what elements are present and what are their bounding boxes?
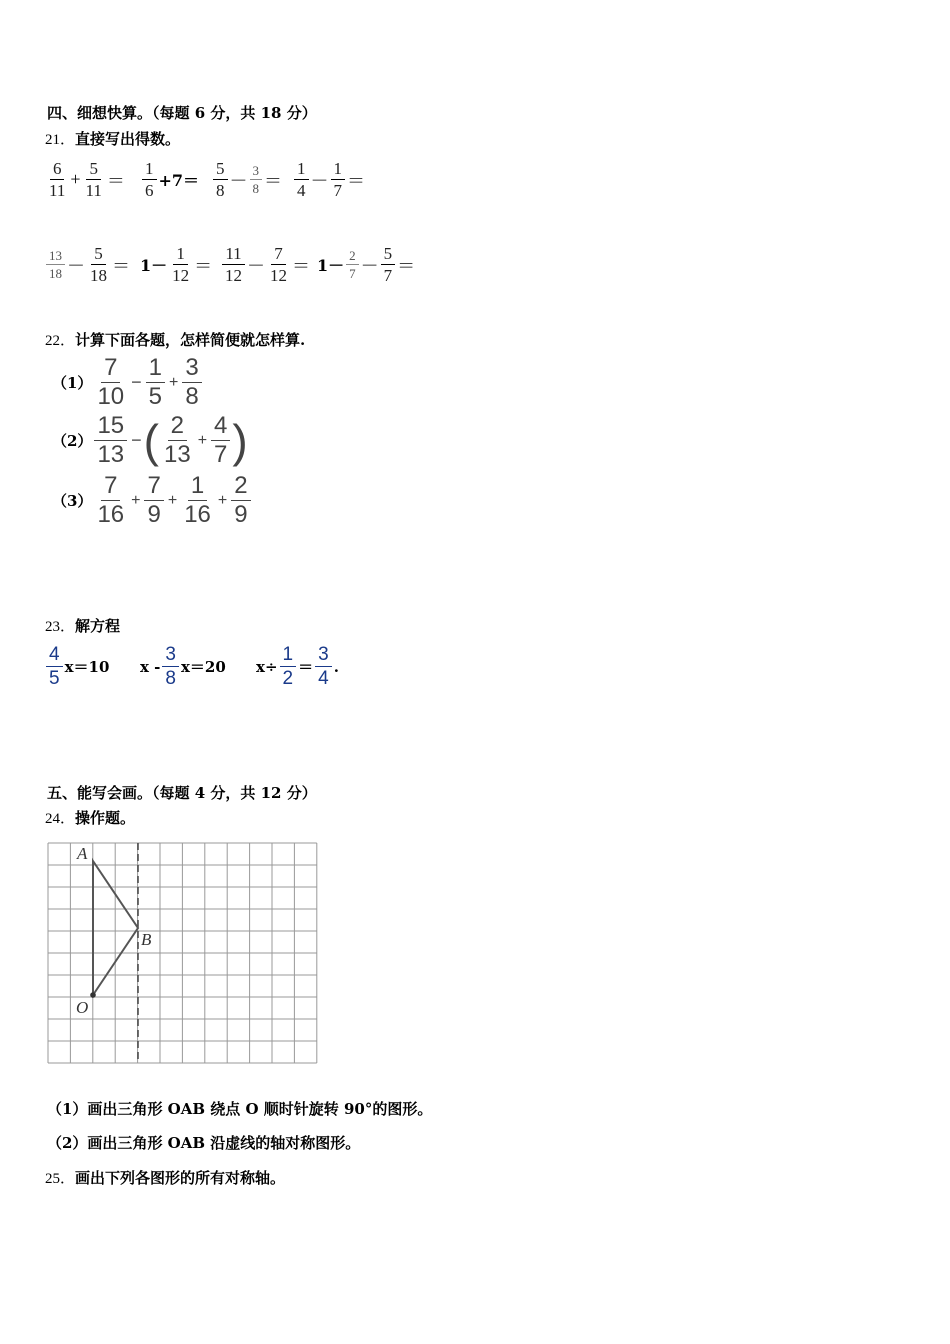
fraction: $\frac{5}{8}$ [213,160,228,199]
plus-sign: + [169,373,179,391]
q21-expr-2 [140,160,199,199]
equals-sign: ＝ [106,170,125,191]
minus-sign: － [310,170,329,191]
q22-item-1 [52,356,204,409]
fraction: $\frac{7}{12}$ [270,244,287,285]
fraction: $\frac{1}{2}$ [280,645,297,688]
fraction: $\frac{15}{13}$ [94,414,127,467]
equation-rest: x＝10 [64,658,110,676]
q21-expr-7 [220,245,310,284]
plus-sign: + [131,491,141,509]
equation-rest: x＝20 [180,658,226,676]
fraction: $\frac{1}{4}$ [294,160,309,199]
fraction: $\frac{4}{5}$ [46,645,63,688]
plus-sign: + [70,169,81,189]
fraction: $\frac{13}{18}$ [46,249,65,280]
plus-sign: + [217,491,228,509]
section5-heading: 五、能写会画。（每题 4 分，共 12 分） [47,784,317,802]
label-a: A [77,844,88,863]
fraction: $\frac{1}{6}$ [142,160,157,199]
fraction: $\frac{3}{8}$ [182,356,201,409]
q24-number: 24． [45,811,76,827]
q21-text: 直接写出得数。 [75,130,181,148]
point-o [90,992,96,998]
item-label: （3） [52,492,93,510]
fraction: $\frac{1}{7}$ [331,160,346,199]
plus-sign: + [197,431,208,449]
q22-title [45,329,305,350]
rotation-grid-figure [44,839,320,1067]
section4-heading: 四、细想快算。（每题 6 分，共 18 分） [47,104,317,122]
q21-expr-8 [317,245,415,284]
fraction: $\frac{7}{10}$ [97,354,125,410]
plus-sign: + [167,491,178,509]
fraction: $\frac{1}{5}$ [146,356,165,409]
q25-title [45,1167,285,1188]
equals-sign: ＝ [298,658,314,676]
q23-text: 解方程 [75,617,121,635]
label-b: B [141,930,152,949]
q24-sub-1: （1）画出三角形 OAB 绕点 O 顺时针旋转 90°的图形。 [47,1100,433,1118]
equals-sign: ＝ [397,255,416,276]
q22-text: 计算下面各题，怎样简便就怎样算. [75,331,306,349]
label-o: O [76,998,89,1017]
q22-item-3 [52,474,253,527]
minus-sign: － [360,255,379,276]
q23-equation-3 [256,645,339,688]
q25-number: 25． [45,1171,76,1187]
equation-prefix: x - [140,657,161,676]
q22-item-2 [52,414,248,467]
equals-sign: ＝ [112,255,130,276]
fraction: $\frac{1}{16}$ [184,472,211,528]
fraction: $\frac{2}{13}$ [163,412,191,468]
right-paren: ) [232,414,248,467]
q21-expr-5 [44,245,130,284]
q21-title [45,128,180,149]
fraction: $\frac{3}{4}$ [315,645,332,688]
grid-lines [48,843,317,1063]
fraction: $\frac{3}{8}$ [162,645,179,688]
equals-sign: ＝ [292,255,310,276]
fraction: $\frac{3}{8}$ [250,164,263,195]
one-minus: 1－ [317,256,345,275]
fraction: $\frac{7}{16}$ [97,472,125,528]
equals-sign: ＝ [194,255,213,276]
item-label: （2） [52,432,93,450]
plus-seven-equals: +7＝ [158,171,200,190]
fraction: $\frac{7}{9}$ [144,474,163,527]
fraction: $\frac{11}{12}$ [222,245,245,284]
minus-sign: － [247,255,265,276]
equals-sign: ＝ [264,170,282,191]
q24-sub-2: （2）画出三角形 OAB 沿虚线的轴对称图形。 [47,1134,361,1152]
q23-title [45,615,120,636]
fraction: $\frac{5}{18}$ [90,244,107,285]
fraction: $\frac{5}{7}$ [381,245,396,284]
minus-sign: − [131,372,142,392]
q23-equation-2 [140,645,226,688]
q24-text: 操作题。 [75,809,136,827]
q24-title [45,807,135,828]
fraction: $\frac{2}{9}$ [231,474,250,527]
minus-sign: － [229,170,248,191]
left-paren: ( [143,414,159,467]
period: . [333,657,339,676]
equation-prefix: x÷ [256,657,278,676]
one-minus: 1－ [140,256,168,275]
q22-number: 22． [45,333,76,349]
q21-expr-1 [44,160,125,199]
q21-expr-3 [211,160,282,199]
equals-sign: ＝ [347,170,365,191]
minus-sign: － [67,255,85,276]
q25-text: 画出下列各图形的所有对称轴。 [75,1169,286,1187]
fraction: $\frac{2}{7}$ [346,249,359,280]
q21-number: 21． [45,132,76,148]
q21-expr-4 [292,160,365,199]
fraction: $\frac{1}{12}$ [172,244,190,285]
fraction: $\frac{5}{11}$ [85,159,102,200]
q23-number: 23． [45,619,76,635]
fraction: $\frac{4}{7}$ [211,414,230,467]
item-label: （1） [52,374,93,392]
q21-expr-6 [140,245,212,284]
minus-sign: − [131,430,142,450]
q23-equation-1 [44,645,109,688]
fraction: $\frac{6}{11}$ [49,159,66,200]
